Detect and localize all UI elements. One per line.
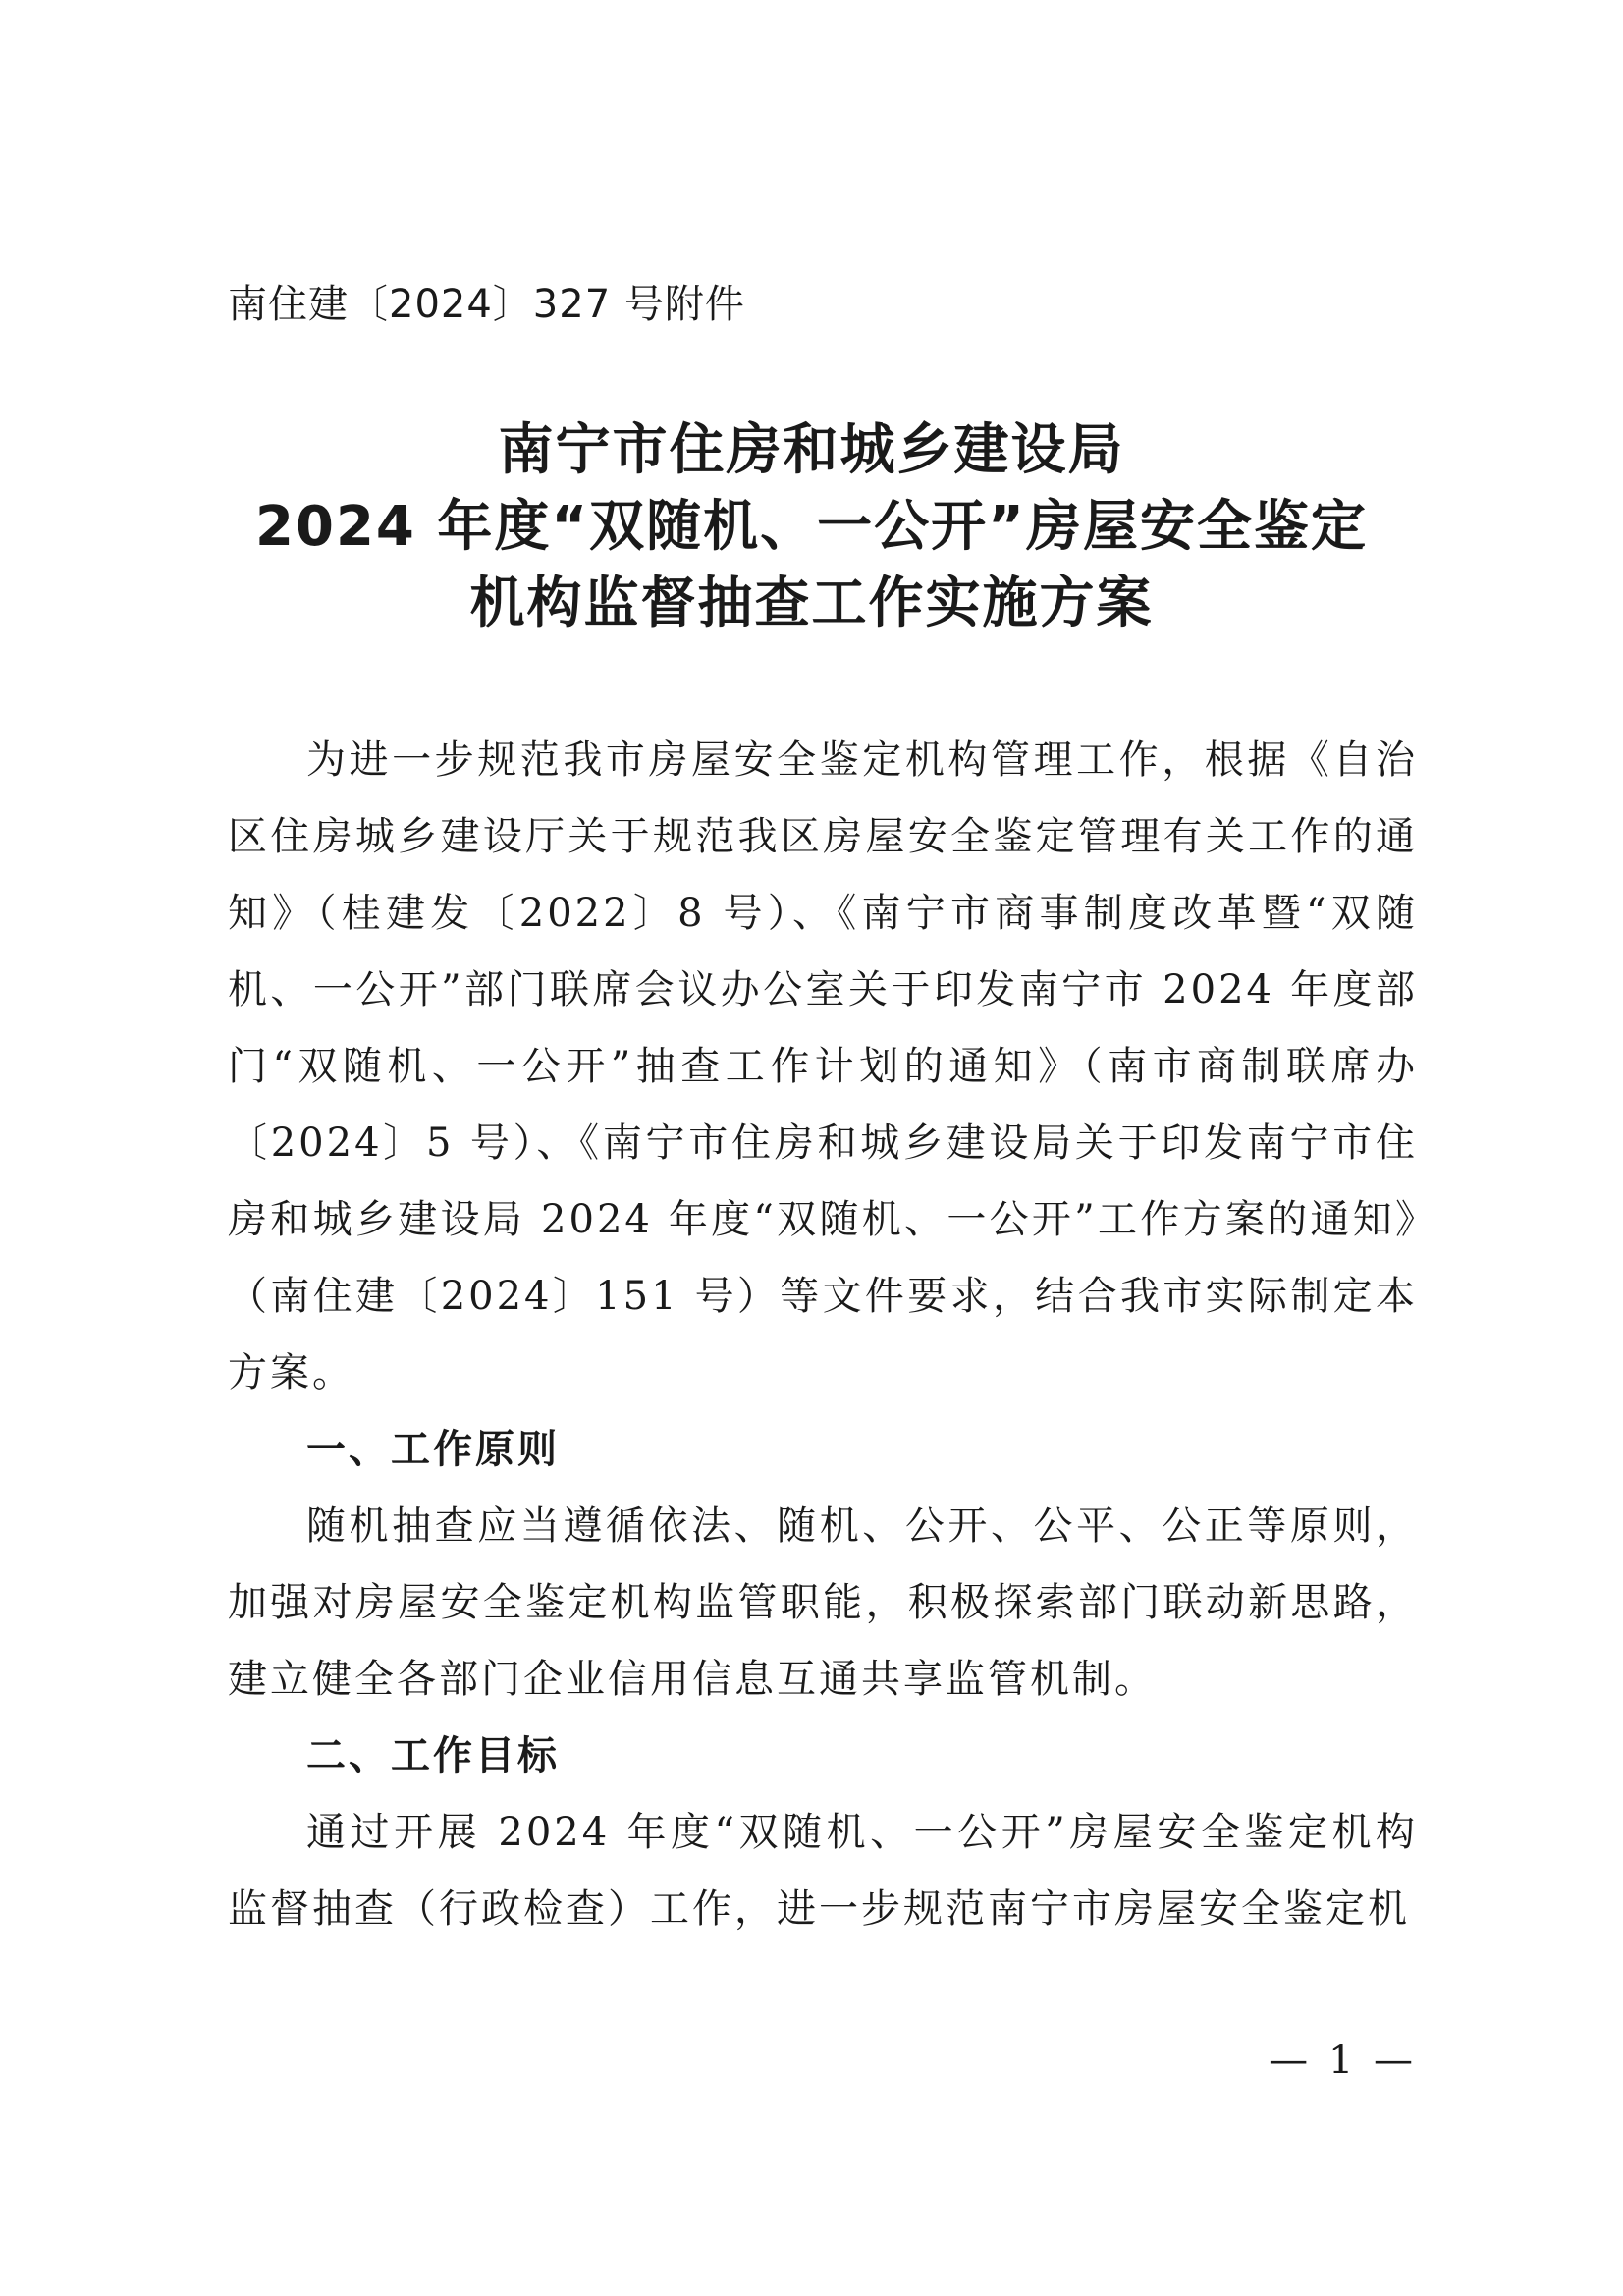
section-paragraph-principles: 随机抽查应当遵循依法、随机、公开、公平、公正等原则，加强对房屋安全鉴定机构监管职能，积极探索部门联动新思路，建立健全各部门企业信用信息互通共享监管机制。 <box>228 1503 1418 1702</box>
title-line-2: 2024 年度“双随机、一公开”房屋安全鉴定 <box>255 495 1368 559</box>
section-heading-goals: 二、工作目标 <box>306 1733 560 1778</box>
section-paragraph-goals: 通过开展 2024 年度“双随机、一公开”房屋安全鉴定机构监督抽查（行政检查）工作，进一步规范南宁市房屋安全鉴定机 <box>228 1810 1418 1932</box>
title-line-3: 机构监督抽查工作实施方案 <box>469 572 1154 635</box>
document-body <box>228 722 1418 1947</box>
intro-paragraph: 为进一步规范我市房屋安全鉴定机构管理工作，根据《自治区住房城乡建设厅关于规范我区房屋安全鉴定管理有关工作的通知》（桂建发〔2022〕8 号）、《南宁市商事制度改革暨“双随机、一公开”部门联席会议办公室关于印发南宁市 2024 年度部门“双随机、一公开”抽查工作计划的通知》（南市商制联席办〔2024〕5 号）、《南宁市住房和城乡建设局关于印发南宁市住房和城乡建设局 2024 年度“双随机、一公开”工作方案的通知》（南住建〔2024〕151 号）等文件要求，结合我市实际制定本方案。 <box>228 738 1418 1395</box>
document-number: 南住建〔2024〕327 号附件 <box>228 282 745 327</box>
page-number: — 1 — <box>1269 2038 1417 2083</box>
section-heading-principles: 一、工作原则 <box>306 1427 560 1472</box>
document-title <box>177 412 1446 642</box>
title-line-1: 南宁市住房和城乡建设局 <box>498 418 1125 482</box>
